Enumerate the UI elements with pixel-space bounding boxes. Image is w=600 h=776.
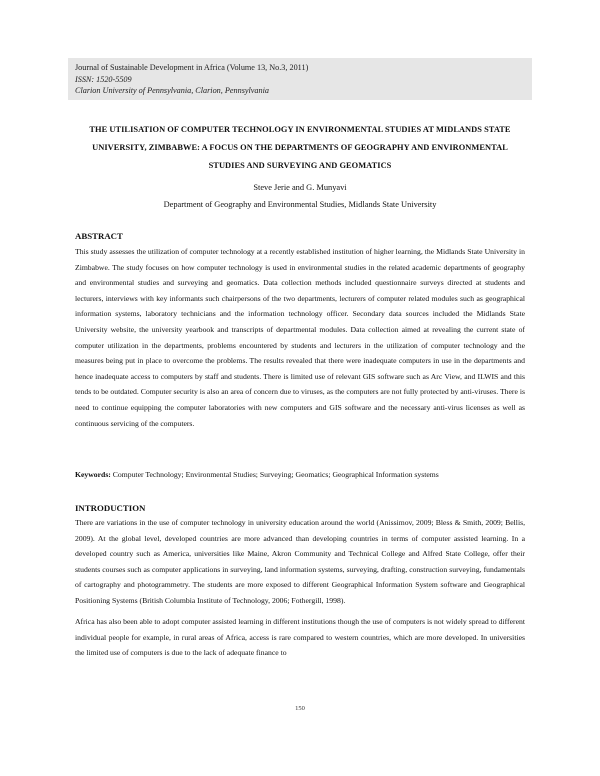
journal-citation: Journal of Sustainable Development in Africa (Volume 13, No.3, 2011) <box>75 63 309 72</box>
abstract-text: This study assesses the utilization of computer technology at a recently established institution of higher learning, the Midlands State University in Zimbabwe. The study focuses on how computer technology is used in environmental studies in the related academic departments of geography and environmental studies and surveying and geomatics. Data collection methods included questionnaire surveys directed at students and lecturers, interviews with key informants such chairpersons of the two departments, lecturers of computer related modules such as geographical information systems, laboratory technicians and the information technology officer. Secondary data sources included the Midlands State University website, the university yearbook and transcripts of departmental modules. Data collection aimed at revealing the current state of computer utilization in the departments, problems encountered by students and lecturers in the utilization of computer technology and the measures being put in place to overcome the problems. The results revealed that there were inadequate computers in use in the departments and hence inadequate access to computers by staff and students. There is limited use of relevant GIS software such as Arc View, and ILWIS and this tends to be outdated. Computer security is also an area of concern due to viruses, as the computers are not fully protected by anti-viruses. There is need to continue equipping the computer laboratories with new computers and GIS software and the necessary anti-virus licenses as well as continuous servicing of the computers. <box>75 247 525 428</box>
keywords-line <box>75 467 525 483</box>
author-affiliation: Department of Geography and Environmental Studies, Midlands State University <box>163 200 437 209</box>
page-number: 150 <box>295 705 305 712</box>
abstract-heading: ABSTRACT <box>75 231 123 241</box>
paper-authors: Steve Jerie and G. Munyavi <box>253 183 347 192</box>
introduction-paragraph-2: Africa has also been able to adopt computer assisted learning in different institutions though the use of computers is not widely spread to different individual people for example, in rural areas of Africa, access is rare compared to western countries, which are more developed. In universities the limited use of computers is due to the lack of adequate finance to <box>75 617 525 658</box>
paper-title: THE UTILISATION OF COMPUTER TECHNOLOGY IN ENVIRONMENTAL STUDIES AT MIDLANDS STATE UNIVERSITY, ZIMBABWE: A FOCUS ON THE DEPARTMENTS OF GEOGRAPHY AND ENVIRONMENTAL STUDIES AND SURVEYING AND GEOMATICS <box>89 125 511 170</box>
keywords-label: Keywords: <box>75 470 111 479</box>
introduction-heading: INTRODUCTION <box>75 503 146 513</box>
introduction-paragraph-1: There are variations in the use of computer technology in university education around the world (Anissimov, 2009; Bless & Smith, 2009; Bellis, 2009). At the global level, developed countries are more advanced than developing countries in terms of computer assisted learning. In a developed country such as America, universities like Maine, Akron Community and Technical College and Alfred State College, offer their students courses such as computer applications in surveying, land information systems, surveying, drafting, construction surveying, fundamentals of cartography and photogrammetry. The students are more exposed to different Geographical Information System software and Geographical Positioning Systems (British Columbia Institute of Technology, 2006; Fothergill, 1998). <box>75 518 525 605</box>
journal-publisher: Clarion University of Pennsylvania, Clarion, Pennsylvania <box>75 86 269 95</box>
journal-header <box>68 58 532 100</box>
keywords-text: Computer Technology; Environmental Studies; Surveying; Geomatics; Geographical Information systems <box>110 470 439 479</box>
journal-issn: ISSN: 1520-5509 <box>75 74 132 84</box>
